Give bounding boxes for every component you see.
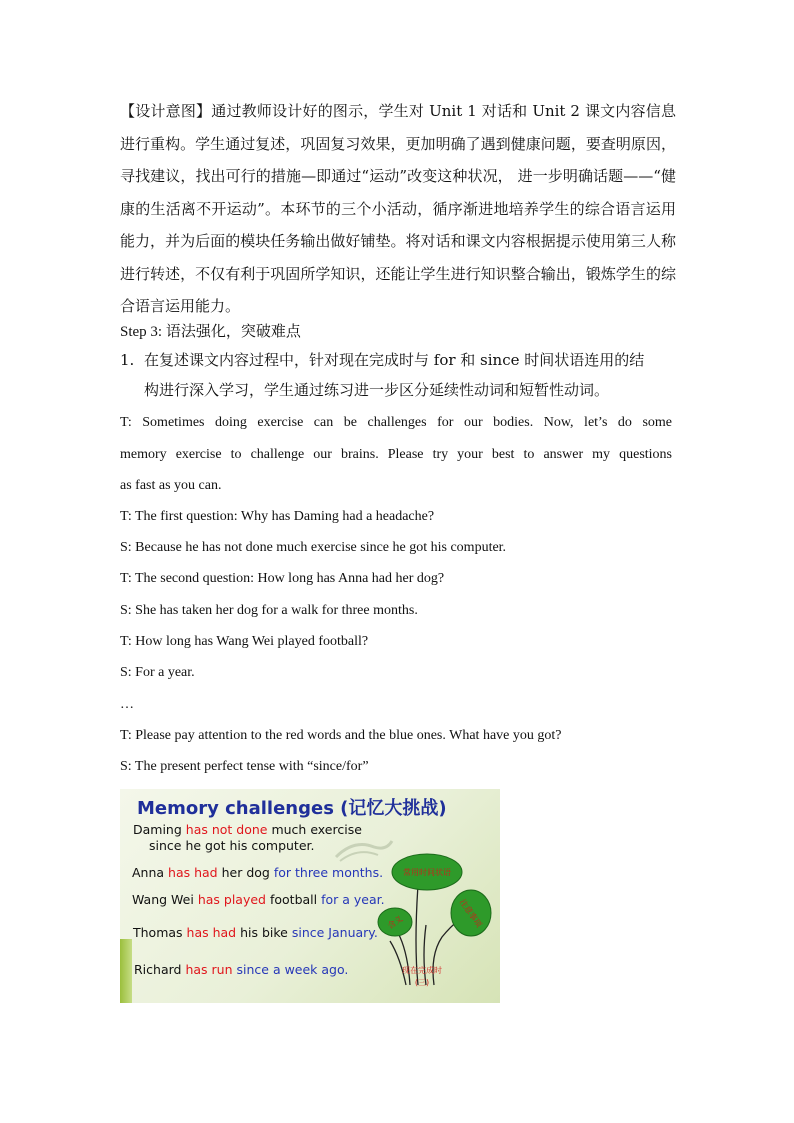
design-intent-paragraph: 【设计意图】通过教师设计好的图示，学生对 Unit 1 对话和 Unit 2 课文内容信息进行重构。学生通过复述，巩固复习效果，更加明确了遇到健康问题，要查明原因，寻找建议，找出可行的措施—即通过“运动”改变这种状况， 进一步明确话题——“健康的生活离不开运动”。本环节的三个小活动，循序渐进地培养学生的综合语言运用能力，并为后面的模块任务输出做好铺垫。将对话和课文内容根据提示使用第三人称进行转述，不仅有利于巩固所学知识，还能让学生进行知识整合输出，锻炼学生的综合语言运用能力。: [120, 102, 676, 315]
item-line-2: 构进行深入学习，学生通过练习进一步区分延续性动词和短暂性动词。: [144, 381, 610, 399]
slide-row-wang-wei: Wang Wei has played football for a year.: [132, 892, 385, 907]
dialogue-t4: T: How long has Wang Wei played football?: [120, 634, 369, 649]
dialogue-s1: S: Because he has not done much exercise since he got his computer.: [120, 540, 507, 555]
slide-title: Memory challenges (记忆大挑战): [137, 798, 447, 819]
decorative-strip: [120, 939, 132, 1003]
dialogue-t3: T: The second question: How long has Anna had her dog?: [120, 571, 445, 586]
numbered-item-1: [120, 345, 676, 405]
dialogue-s3: S: For a year.: [120, 665, 195, 680]
tree-trunk-sublabel: (三): [414, 978, 430, 987]
leaf-top-label: 常用时间状语: [403, 868, 451, 877]
dialogue-ellipsis: …: [120, 697, 134, 712]
step-heading: Step 3: 语法强化，突破难点: [120, 324, 301, 340]
tree-diagram: [360, 845, 505, 995]
dialogue-t1-line2: memory exercise to challenge our brains. Please try your best to answer my questions: [120, 447, 672, 462]
slide-row-daming: Daming has not done much exercise: [133, 822, 362, 837]
dialogue-s4: S: The present perfect tense with “since/for”: [120, 759, 369, 774]
tree-trunk-label: 现在完成时: [402, 966, 442, 975]
slide-row-thomas: Thomas has had his bike since January.: [133, 925, 378, 940]
dialogue-t1-line1: T: Sometimes doing exercise can be challenges for our bodies. Now, let’s do some: [120, 415, 672, 430]
item-line-1: 在复述课文内容过程中，针对现在完成时与 for 和 since 时间状语连用的结: [144, 351, 645, 369]
dialogue-s2: S: She has taken her dog for a walk for three months.: [120, 603, 418, 618]
leaf-left-label: 含义: [386, 914, 405, 931]
leaf-right-label: 注意事项: [457, 897, 484, 929]
item-number: 1.: [120, 351, 135, 369]
slide-row-daming-time: since he got his computer.: [149, 838, 315, 853]
dialogue-t1-line3: as fast as you can.: [120, 478, 222, 493]
slide-row-richard: Richard has run since a week ago.: [134, 962, 349, 977]
dialogue-t2: T: The first question: Why has Daming had a headache?: [120, 509, 435, 524]
dialogue-t5: T: Please pay attention to the red words and the blue ones. What have you got?: [120, 728, 562, 743]
slide-row-anna: Anna has had her dog for three months.: [132, 865, 384, 880]
